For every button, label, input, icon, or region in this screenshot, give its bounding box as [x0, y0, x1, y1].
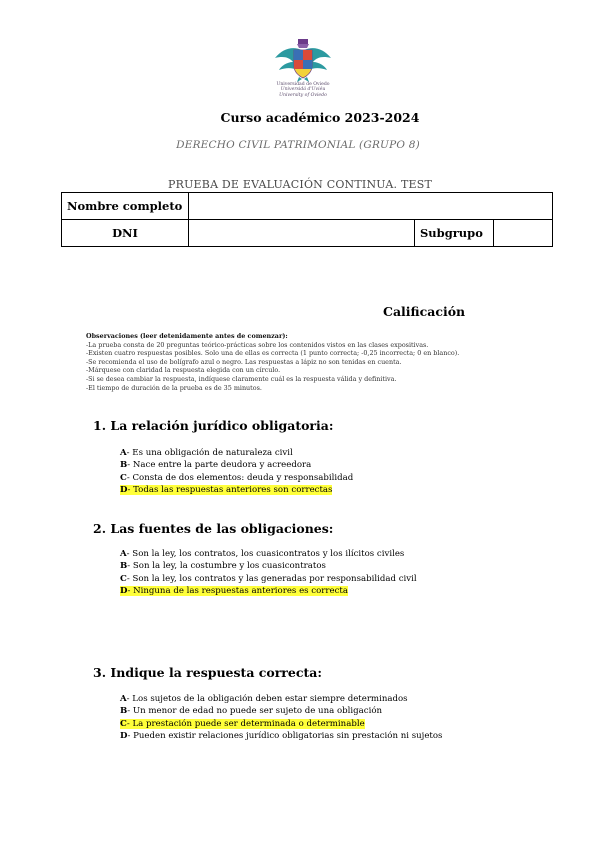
question-title: 2. Las fuentes de las obligaciones: [93, 521, 334, 536]
observation-line: -La prueba consta de 20 preguntas teórico-prácticas sobre los contenidos vistos en las clases expositivas. [86, 340, 429, 349]
answer-option[interactable] [120, 730, 442, 742]
option-letter: C [120, 718, 127, 729]
option-letter: A [120, 448, 127, 458]
option-text: - Son la ley, los contratos y las generadas por responsabilidad civil [126, 573, 417, 584]
answer-list [120, 693, 442, 743]
option-letter: B [120, 706, 128, 717]
observation-line: -Si se desea cambiar la respuesta, indíquese claramente cuál es la respuesta válida y definitiva. [86, 374, 397, 383]
observations-title: Observaciones (leer detenidamente antes de comenzar): [86, 332, 288, 340]
observations [86, 332, 459, 392]
course-title: Curso académico 2023-2024 [220, 110, 420, 125]
logo-line: Universidad de Oviedo [276, 82, 330, 87]
dni-label: DNI [62, 220, 189, 247]
option-letter: A [120, 694, 127, 704]
answer-option[interactable] [120, 560, 417, 572]
option-text: - Es una obligación de naturaleza civil [126, 448, 293, 458]
test-title: PRUEBA DE EVALUACIÓN CONTINUA. TEST [168, 178, 432, 191]
observation-line: -El tiempo de duración de la prueba es de 35 minutos. [86, 383, 262, 392]
option-text: - Nace entre la parte deudora y acreedora [127, 460, 312, 471]
answer-option[interactable] [120, 459, 353, 471]
answer-option-highlighted[interactable] [120, 484, 353, 496]
grade-label: Calificación [383, 304, 466, 319]
option-text: - Un menor de edad no puede ser sujeto de una obligación [127, 706, 383, 717]
option-letter: D [120, 485, 128, 496]
dni-field[interactable] [189, 220, 415, 247]
answer-option-highlighted[interactable] [120, 718, 442, 730]
option-text: - Son la ley, los contratos, los cuasicontratos y los ilícitos civiles [126, 549, 405, 559]
answer-option[interactable] [120, 472, 353, 484]
option-letter: A [120, 549, 127, 559]
university-crest-icon [271, 38, 335, 82]
answer-option[interactable] [120, 573, 417, 585]
observation-line: -Se recomienda el uso de bolígrafo azul o negro. Las respuestas a lápiz no son tenidas en cuenta. [86, 357, 402, 366]
identification-table [61, 192, 553, 247]
option-text: - Los sujetos de la obligación deben estar siempre determinados [126, 694, 408, 704]
option-text: - La prestación puede ser determinada o determinable [126, 718, 365, 729]
observation-line: -Márquese con claridad la respuesta elegida con un círculo. [86, 366, 281, 375]
option-letter: C [120, 472, 127, 483]
dni-row [62, 220, 553, 247]
option-letter: B [120, 561, 128, 572]
observation-line: -Existen cuatro respuestas posibles. Solo una de ellas es correcta (1 punto correcta; -0,25 incorrecta; 0 en blanco). [86, 349, 460, 358]
option-letter: D [120, 586, 128, 597]
option-text: - Consta de dos elementos: deuda y responsabilidad [126, 472, 354, 483]
option-text: - Pueden existir relaciones jurídico obligatorias sin prestación ni sujetos [127, 731, 443, 742]
answer-option-highlighted[interactable] [120, 585, 417, 597]
answer-list [120, 548, 417, 598]
answer-option[interactable] [120, 447, 353, 459]
name-label: Nombre completo [62, 193, 189, 220]
answer-option[interactable] [120, 548, 417, 560]
answer-option[interactable] [120, 693, 442, 705]
question-title: 3. Indique la respuesta correcta: [93, 665, 322, 680]
option-letter: D [120, 731, 128, 742]
name-row [62, 193, 553, 220]
option-letter: B [120, 460, 128, 471]
subject-title: DERECHO CIVIL PATRIMONIAL (GRUPO 8) [176, 139, 420, 151]
logo-line: University of Oviedo [279, 92, 327, 98]
answer-list [120, 447, 353, 497]
subgroup-field[interactable] [494, 220, 553, 247]
option-text: - Todas las respuestas anteriores son correctas [127, 485, 333, 496]
option-text: - Ninguna de las respuestas anteriores es correcta [127, 586, 348, 597]
answer-option[interactable] [120, 705, 442, 717]
logo-line: Universidá d'Uviéu [280, 87, 326, 93]
name-field[interactable] [189, 193, 553, 220]
subgroup-label: Subgrupo [415, 220, 494, 247]
question-title: 1. La relación jurídico obligatoria: [93, 418, 334, 433]
university-logo [268, 38, 338, 98]
option-text: - Son la ley, la costumbre y los cuasicontratos [127, 561, 326, 572]
option-letter: C [120, 573, 127, 584]
